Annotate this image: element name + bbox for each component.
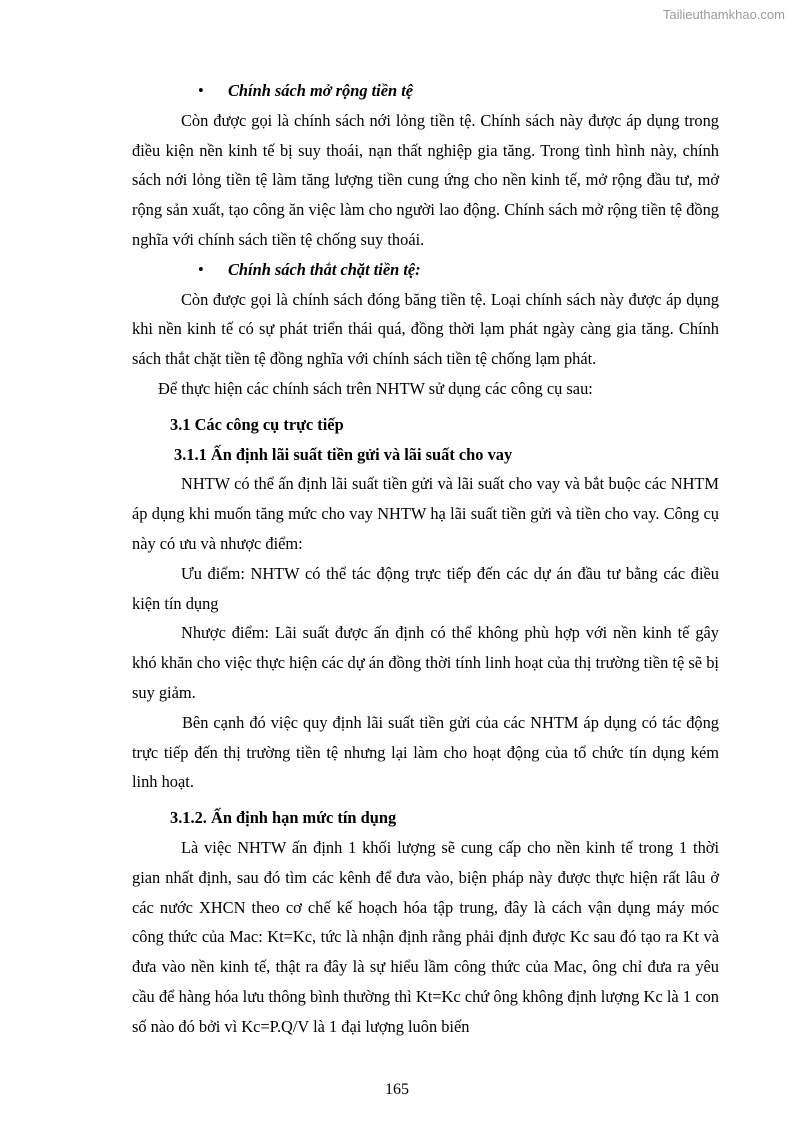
bullet-title: Chính sách mở rộng tiền tệ — [228, 81, 414, 100]
paragraph-expansionary: Còn được gọi là chính sách nới lỏng tiền tệ. Chính sách này được áp dụng trong điều kiện nền kinh tế bị suy thoái, nạn thất nghiệp gia tăng. Trong tình hình này, chính sách nới lỏng tiền tệ làm tăng lượng tiền cung ứng cho nền kinh tế, mở rộng đầu tư, mở rộng sản xuất, tạo công ăn việc làm cho người lao động. Chính sách mở rộng tiền tệ đồng nghĩa với chính sách tiền tệ chống suy thoái. — [132, 110, 719, 249]
watermark: Tailieuthamkhao.com — [662, 7, 785, 22]
heading-3-1: 3.1 Các công cụ trực tiếp — [170, 414, 344, 434]
paragraph-311-4: Bên cạnh đó việc quy định lãi suất tiền gửi của các NHTM áp dụng có tác động trực tiếp đến thị trường tiền tệ nhưng lại làm cho hoạt động của tổ chức tín dụng kém linh hoạt. — [132, 712, 719, 792]
paragraph-311-1: NHTW có thể ấn định lãi suất tiền gửi và lãi suất cho vay và bắt buộc các NHTM áp dụng khi muốn tăng mức cho vay NHTW hạ lãi suất tiền gửi và tiền cho vay. Công cụ này có ưu và nhược điểm: — [132, 474, 719, 553]
bullet-title: Chính sách thắt chặt tiền tệ: — [228, 259, 421, 279]
paragraph-intro-tools: Để thực hiện các chính sách trên NHTW sử dụng các công cụ sau: — [158, 378, 593, 398]
paragraph-311-disadvantage: Nhược điểm: Lãi suất được ấn định có thể không phù hợp với nền kinh tế gây khó khăn cho việc thực hiện các dự án đồng thời tính linh hoạt của thị trường tiền tệ sẽ bị suy giảm. — [132, 623, 719, 702]
bullet-dot: • — [198, 259, 204, 279]
bullet-contractionary — [132, 255, 719, 285]
heading-3-1-2: 3.1.2. Ấn định hạn mức tín dụng — [170, 808, 397, 828]
page-number: 165 — [385, 1081, 409, 1098]
paragraph-312-1: Là việc NHTW ấn định 1 khối lượng sẽ cung cấp cho nền kinh tế trong 1 thời gian nhất định, sau đó tìm các kênh để đưa vào, biện pháp này được thực hiện rất lâu ở các nước XHCN theo cơ chế kế hoạch hóa tập trung, đây là cách vận dụng máy móc công thức của Mac: Kt=Kc, tức là nhận định rằng phải định được Kc sau đó tạo ra Kt và đưa vào nền kinh tế, thật ra đây là sự hiểu lầm công thức của Mac, ông chỉ đưa ra yêu cầu để hàng hóa lưu thông bình thường thì Kt=Kc chứ ông không định lượng Kc là 1 con số nào đó bởi vì Kc=P.Q/V là 1 đại lượng luôn biến — [132, 837, 719, 1036]
bullet-expansionary — [132, 76, 719, 106]
page-body — [132, 76, 719, 1042]
heading-3-1-1: 3.1.1 Ấn định lãi suất tiền gửi và lãi suất cho vay — [174, 444, 513, 464]
paragraph-contractionary: Còn được gọi là chính sách đóng băng tiền tệ. Loại chính sách này được áp dụng khi nền kinh tế có sự phát triển thái quá, đồng thời lạm phát ngày càng gia tăng. Chính sách thắt chặt tiền tệ đồng nghĩa với chính sách tiền tệ chống lạm phát. — [132, 289, 719, 369]
paragraph-311-advantage: Ưu điểm: NHTW có thể tác động trực tiếp đến các dự án đầu tư bằng các điều kiện tín dụng — [132, 563, 719, 613]
bullet-dot: • — [198, 81, 204, 100]
